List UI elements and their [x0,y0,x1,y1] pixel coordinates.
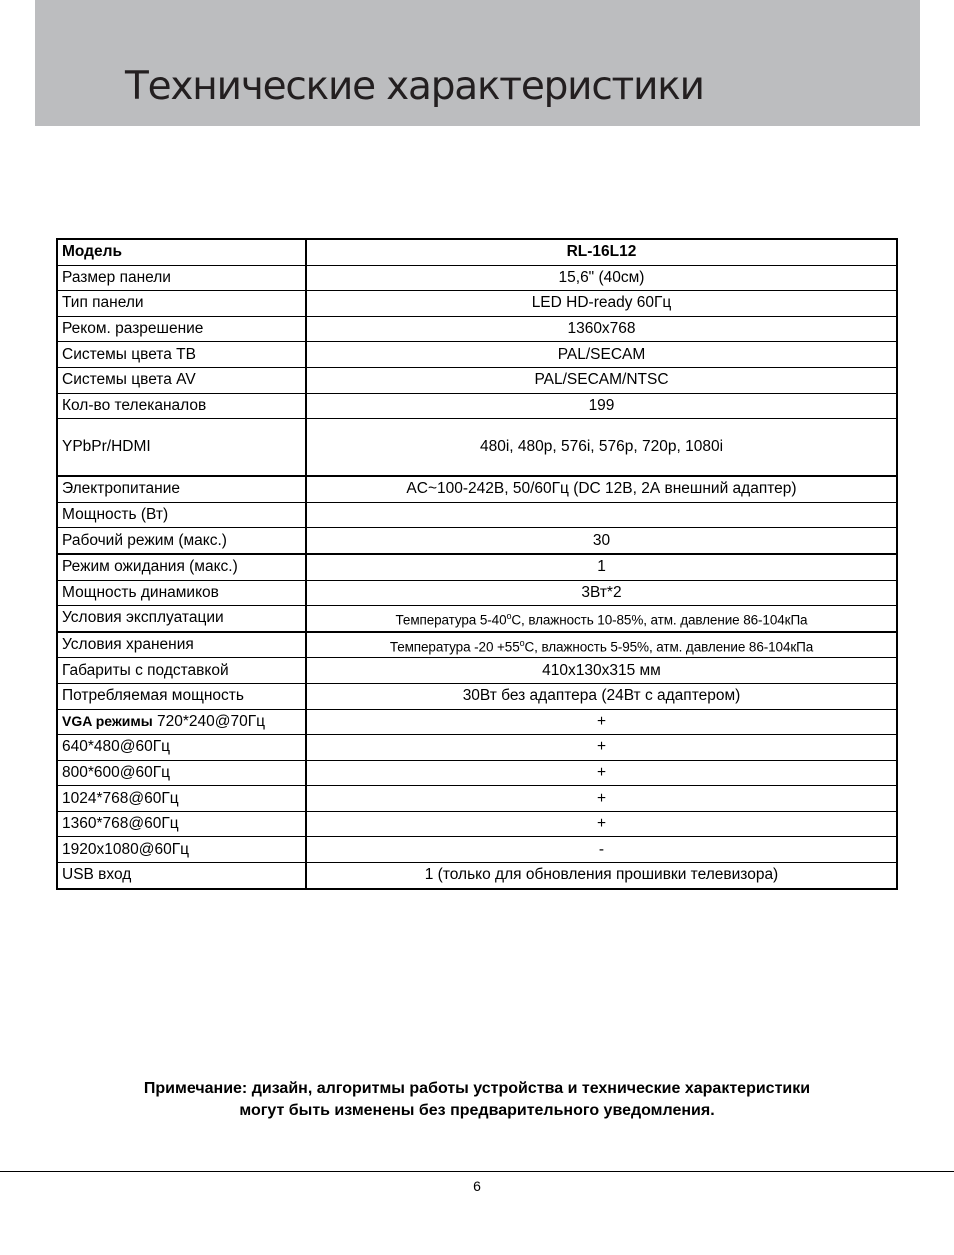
table-row [57,658,897,684]
spec-label [57,709,306,735]
spec-value: 30Вт без адаптера (24Вт с адаптером) [306,683,897,709]
spec-value: 3Вт*2 [306,580,897,606]
spec-label: Тип панели [57,291,306,317]
table-row [57,502,897,528]
table-row [57,863,897,889]
table-row [57,632,897,658]
spec-value [306,606,897,632]
table-row [57,709,897,735]
spec-value: 1 (только для обновления прошивки телевизора) [306,863,897,889]
degree-mark: o [519,637,525,648]
spec-value-text: Температура -20 +55 [389,639,520,655]
spec-value: PAL/SECAM/NTSC [306,367,897,393]
table-row [57,419,897,477]
spec-value: RL-16L12 [306,239,897,265]
spec-label: Системы цвета AV [57,367,306,393]
spec-label: USB вход [57,863,306,889]
spec-value: + [306,760,897,786]
spec-label: Системы цвета ТВ [57,342,306,368]
specs-table [56,238,898,890]
spec-label: 1024*768@60Гц [57,786,306,812]
footer-divider [0,1171,954,1172]
spec-label: 640*480@60Гц [57,735,306,761]
note-line: Примечание: дизайн, алгоритмы работы устройства и технические характеристики [143,1080,811,1097]
table-row [57,316,897,342]
table-row [57,606,897,632]
note-line: могут быть изменены без предварительного уведомления. [239,1102,715,1119]
table-row [57,393,897,419]
spec-value: + [306,811,897,837]
table-row [57,554,897,580]
vga-modes-heading: VGA режимы [62,713,153,730]
spec-label: Мощность динамиков [57,580,306,606]
spec-value: PAL/SECAM [306,342,897,368]
spec-value: + [306,786,897,812]
table-row [57,342,897,368]
table-row [57,367,897,393]
spec-label: Мощность (Вт) [57,502,306,528]
spec-label: Кол-во телеканалов [57,393,306,419]
spec-value: 1 [306,554,897,580]
spec-value: - [306,837,897,863]
table-row [57,786,897,812]
spec-label: Условия эксплуатации [57,606,306,632]
spec-label: YPbPr/HDMI [57,419,306,477]
spec-label: Модель [57,239,306,265]
table-row [57,239,897,265]
spec-value: + [306,735,897,761]
spec-label: 1360*768@60Гц [57,811,306,837]
table-row [57,683,897,709]
spec-value [306,632,897,658]
table-row [57,528,897,554]
note [0,1078,954,1122]
spec-label: Режим ожидания (макс.) [57,554,306,580]
spec-value: 410x130x315 мм [306,658,897,684]
spec-value-text: С, влажность 10-85%, атм. давление 86-104кПа [511,612,808,628]
table-row [57,291,897,317]
spec-value: 30 [306,528,897,554]
spec-value: + [306,709,897,735]
spec-label: 800*600@60Гц [57,760,306,786]
spec-value: 480i, 480p, 576i, 576p, 720p, 1080i [306,419,897,477]
spec-label: Потребляемая мощность [57,683,306,709]
spec-label-text: 720*240@70Гц [157,713,266,731]
table-row [57,580,897,606]
table-row [57,476,897,502]
spec-label: Размер панели [57,265,306,291]
spec-value: AC~100-242В, 50/60Гц (DC 12В, 2А внешний адаптер) [306,476,897,502]
spec-value: 15,6" (40см) [306,265,897,291]
spec-label: Рабочий режим (макс.) [57,528,306,554]
table-row [57,265,897,291]
table-row [57,735,897,761]
spec-label: Электропитание [57,476,306,502]
spec-value-text: С, влажность 5-95%, атм. давление 86-104кПа [524,639,814,655]
spec-label: 1920x1080@60Гц [57,837,306,863]
spec-label: Условия хранения [57,632,306,658]
table-row [57,760,897,786]
spec-value [306,502,897,528]
table-row [57,837,897,863]
spec-value: 199 [306,393,897,419]
spec-value: LED HD-ready 60Гц [306,291,897,317]
spec-value-text: Температура 5-40 [395,612,507,628]
spec-label: Реком. разрешение [57,316,306,342]
table-row [57,811,897,837]
spec-value: 1360x768 [306,316,897,342]
page-number: 6 [473,1178,481,1194]
spec-label: Габариты с подставкой [57,658,306,684]
degree-mark: o [506,611,512,622]
page-title: Технические характеристики [125,64,704,109]
